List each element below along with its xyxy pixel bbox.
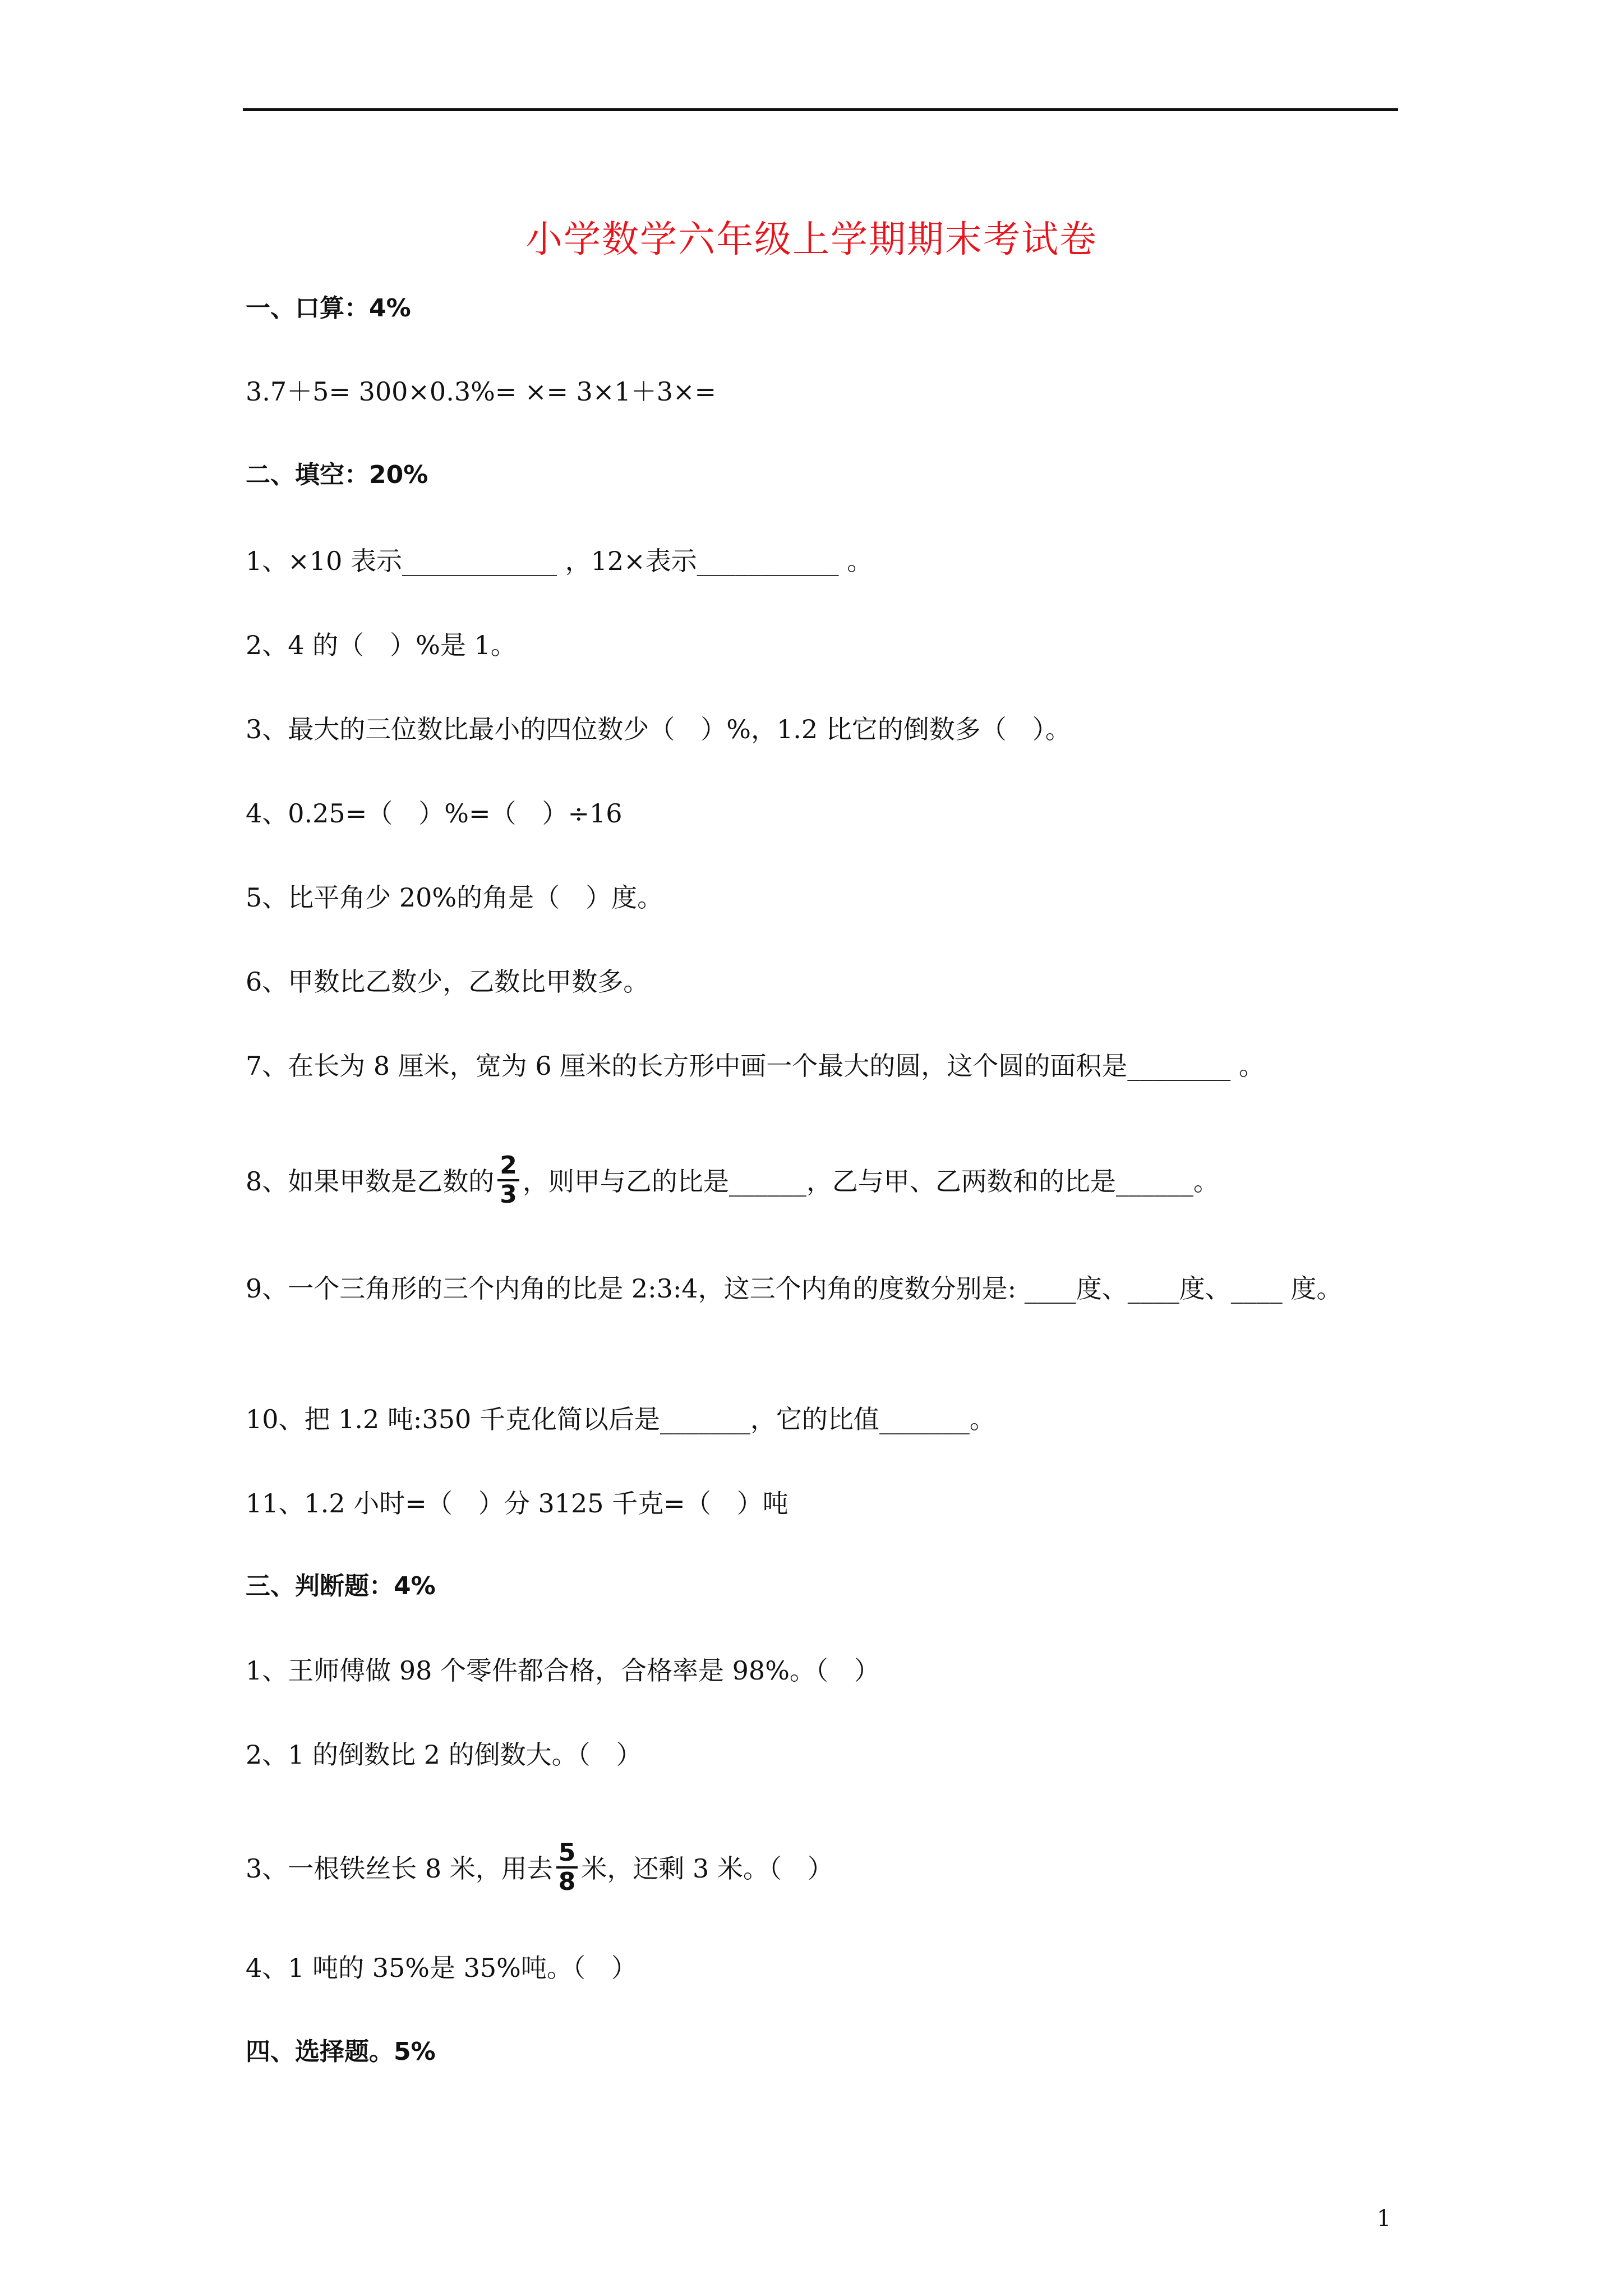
oral-calc-line: 3.7＋5= 300×0.3%= ×= 3×1＋3×= [246,376,717,407]
judge-question-3-text-before: 3、一根铁丝长 8 米，用去 [246,1853,553,1884]
judge-question-2: 2、1 的倒数比 2 的倒数大。（ ） [246,1740,642,1770]
fraction-numerator: 2 [497,1152,519,1181]
section-2-heading: 二、填空：20% [246,461,428,489]
fraction-two-thirds [497,1152,519,1208]
section-1-heading: 一、口算：4% [246,294,411,323]
page-number: 1 [1377,2206,1391,2231]
section-3-heading: 三、判断题：4% [246,1572,436,1600]
fill-question-10: 10、把 1.2 吨:350 千克化简以后是_______，它的比值_______。 [246,1404,995,1434]
judge-question-4: 4、1 吨的 35%是 35%吨。（ ） [246,1953,637,1983]
fill-question-11: 11、1.2 小时=（ ）分 3125 千克=（ ）吨 [246,1488,789,1519]
fraction-five-eighths [556,1839,578,1895]
fill-question-9: 9、一个三角形的三个内角的比是 2:3:4，这三个内角的度数分别是: ____度、____度、____ 度。 [246,1273,1343,1304]
judge-question-3 [246,1838,833,1899]
section-4-heading: 四、选择题。5% [246,2037,436,2066]
fill-question-6: 6、甲数比乙数少，乙数比甲数多。 [246,967,649,997]
fraction-denominator: 3 [500,1180,517,1209]
fill-question-2: 2、4 的（ ）%是 1。 [246,630,517,660]
fill-question-3: 3、最大的三位数比最小的四位数少（ ）%，1.2 比它的倒数多（ ）。 [246,714,1071,744]
exam-title: 小学数学六年级上学期期末考试卷 [525,218,1098,261]
fraction-denominator: 8 [558,1867,576,1896]
fill-question-7: 7、在长为 8 厘米，宽为 6 厘米的长方形中画一个最大的圆，这个圆的面积是________ 。 [246,1051,1265,1081]
fill-question-5: 5、比平角少 20%的角是（ ）度。 [246,882,663,913]
judge-question-1: 1、王师傅做 98 个零件都合格，合格率是 98%。（ ） [246,1655,880,1686]
fill-question-8 [246,1151,1219,1212]
fill-question-8-text-after: ，则甲与乙的比是______，乙与甲、乙两数和的比是______。 [522,1166,1219,1197]
judge-question-3-text-after: 米，还剩 3 米。（ ） [581,1853,833,1884]
fraction-numerator: 5 [556,1839,578,1869]
fill-question-8-text-before: 8、如果甲数是乙数的 [246,1166,495,1197]
header-rule [243,108,1398,111]
fill-question-4: 4、0.25=（ ）%=（ ）÷16 [246,798,623,829]
fill-question-1: 1、×10 表示____________ ，12×表示___________ 。 [246,546,873,576]
